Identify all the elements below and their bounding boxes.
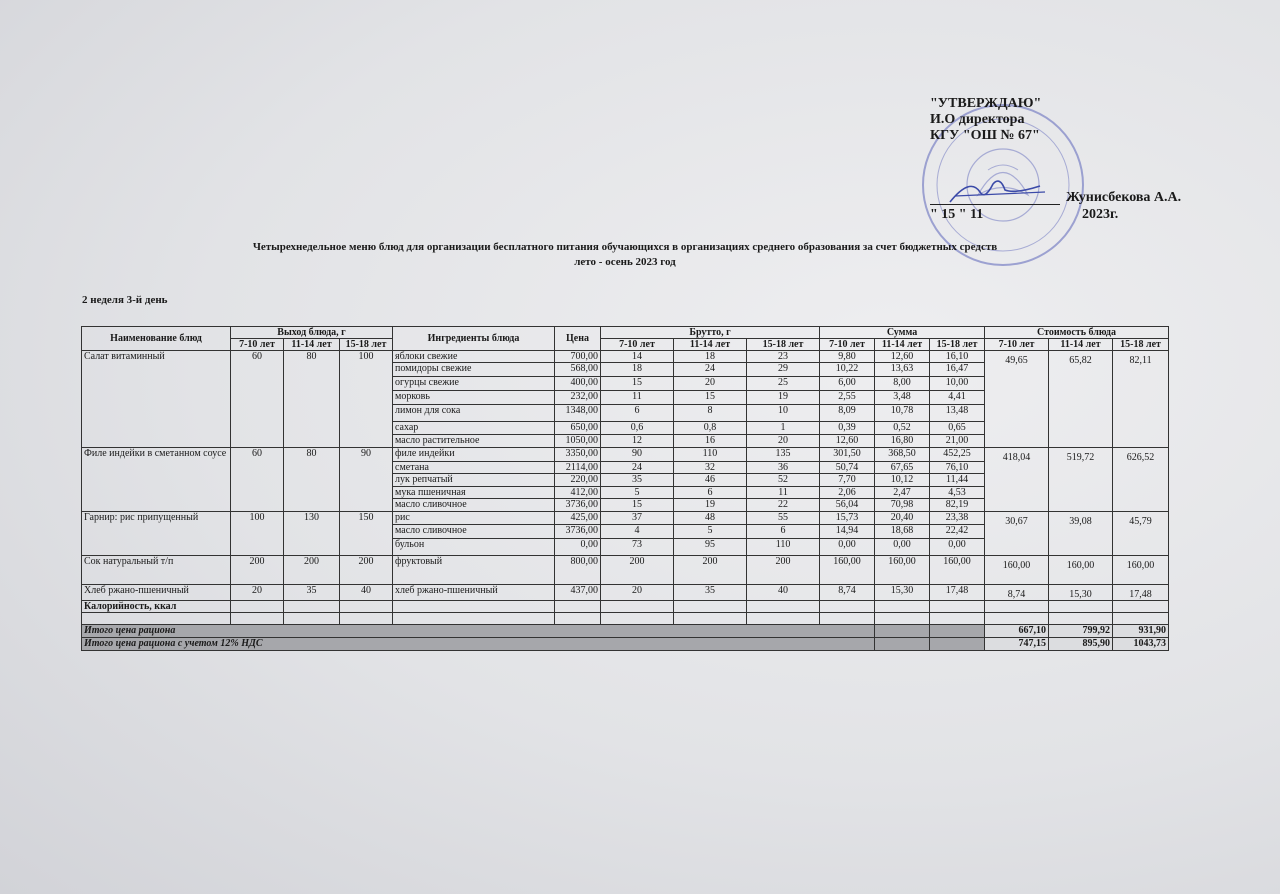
ingredient-brutto: 25 <box>747 377 820 391</box>
ingredient-brutto: 22 <box>747 499 820 512</box>
ingredient-name: масло растительное <box>393 435 555 448</box>
ingredient-brutto: 24 <box>674 363 747 377</box>
dish-output: 200 <box>284 556 340 585</box>
empty-cell <box>82 613 231 625</box>
ingredient-sum: 301,50 <box>820 448 875 462</box>
header-age: 11-14 лет <box>875 339 930 351</box>
ingredient-name: морковь <box>393 391 555 405</box>
ingredient-price: 650,00 <box>555 422 601 435</box>
director-name: Жунисбекова А.А. <box>1066 190 1182 205</box>
empty-cell <box>1049 601 1113 613</box>
ingredient-brutto: 20 <box>601 585 674 601</box>
ingredient-name: лук репчатый <box>393 474 555 487</box>
ingredient-brutto: 5 <box>674 525 747 539</box>
ingredient-sum: 8,74 <box>820 585 875 601</box>
ingredient-price: 232,00 <box>555 391 601 405</box>
ingredient-price: 568,00 <box>555 363 601 377</box>
empty-cell <box>393 601 555 613</box>
dish-output: 35 <box>284 585 340 601</box>
ingredient-brutto: 73 <box>601 539 674 556</box>
title-line-2: лето - осень 2023 год <box>574 256 676 268</box>
ingredient-sum: 70,98 <box>875 499 930 512</box>
ingredient-sum: 22,42 <box>930 525 985 539</box>
empty-cell <box>985 613 1049 625</box>
header-age: 7-10 лет <box>231 339 284 351</box>
ingredient-brutto: 19 <box>674 499 747 512</box>
total-value: 667,10 <box>985 625 1049 638</box>
ingredient-brutto: 200 <box>747 556 820 585</box>
dish-output: 90 <box>340 448 393 512</box>
ingredient-sum: 7,70 <box>820 474 875 487</box>
empty-cell <box>601 613 674 625</box>
ingredient-name: масло сливочное <box>393 525 555 539</box>
empty-cell <box>284 613 340 625</box>
ingredient-sum: 20,40 <box>875 512 930 525</box>
ingredient-sum: 67,65 <box>875 462 930 474</box>
ingredient-brutto: 46 <box>674 474 747 487</box>
header-age: 15-18 лет <box>1113 339 1169 351</box>
total-value: 799,92 <box>1049 625 1113 638</box>
empty-cell <box>930 601 985 613</box>
ingredient-name: лимон для сока <box>393 405 555 422</box>
ingredient-sum: 12,60 <box>875 351 930 363</box>
empty-cell <box>1049 613 1113 625</box>
ingredient-brutto: 110 <box>674 448 747 462</box>
ingredient-name: яблоки свежие <box>393 351 555 363</box>
header-age: 15-18 лет <box>340 339 393 351</box>
ingredient-price: 220,00 <box>555 474 601 487</box>
empty-cell <box>674 613 747 625</box>
ingredient-brutto: 35 <box>674 585 747 601</box>
ingredient-price: 3350,00 <box>555 448 601 462</box>
ingredient-name: помидоры свежие <box>393 363 555 377</box>
ingredient-sum: 16,80 <box>875 435 930 448</box>
empty-cell <box>985 601 1049 613</box>
ingredient-brutto: 18 <box>601 363 674 377</box>
ingredient-brutto: 48 <box>674 512 747 525</box>
ingredient-brutto: 14 <box>601 351 674 363</box>
dish-output: 80 <box>284 448 340 512</box>
ingredient-name: мука пшеничная <box>393 487 555 499</box>
ingredient-sum: 13,48 <box>930 405 985 422</box>
menu-table-body <box>82 351 1169 651</box>
empty-cell <box>1113 601 1169 613</box>
approval-position: И.О директора <box>930 112 1025 127</box>
header-output: Выход блюда, г <box>231 327 393 339</box>
ingredient-price: 800,00 <box>555 556 601 585</box>
ingredient-brutto: 16 <box>674 435 747 448</box>
empty-cell <box>555 601 601 613</box>
ingredient-brutto: 37 <box>601 512 674 525</box>
ingredient-sum: 15,73 <box>820 512 875 525</box>
empty-cell <box>555 613 601 625</box>
ingredient-brutto: 10 <box>747 405 820 422</box>
empty-cell <box>674 601 747 613</box>
empty-cell <box>875 638 930 651</box>
ingredient-sum: 13,63 <box>875 363 930 377</box>
header-sum: Сумма <box>820 327 985 339</box>
ingredient-price: 437,00 <box>555 585 601 601</box>
ingredient-sum: 76,10 <box>930 462 985 474</box>
dish-output: 100 <box>340 351 393 448</box>
title-line-1: Четырехнедельное меню блюд для организации бесплатного питания обучающихся в организациях среднего образования за счет бюджетных средств <box>252 241 998 253</box>
total-row <box>82 638 1169 651</box>
ingredient-name: масло сливочное <box>393 499 555 512</box>
ingredient-sum: 18,68 <box>875 525 930 539</box>
ingredient-sum: 8,00 <box>875 377 930 391</box>
ingredient-sum: 15,30 <box>875 585 930 601</box>
header-dish: Наименование блюд <box>82 327 231 351</box>
ingredient-sum: 160,00 <box>930 556 985 585</box>
header-age: 7-10 лет <box>820 339 875 351</box>
table-row <box>82 512 1169 525</box>
ingredient-brutto: 4 <box>601 525 674 539</box>
dish-name: Хлеб ржано-пшеничный <box>82 585 231 601</box>
approval-heading: "УТВЕРЖДАЮ" <box>930 96 1042 111</box>
empty-cell <box>930 625 985 638</box>
approval-organization: КГУ "ОШ № 67" <box>930 128 1040 143</box>
ingredient-brutto: 6 <box>601 405 674 422</box>
ingredient-brutto: 15 <box>601 377 674 391</box>
ingredient-name: фруктовый <box>393 556 555 585</box>
dish-cost: 49,65 <box>985 351 1049 448</box>
ingredient-brutto: 95 <box>674 539 747 556</box>
header-age: 11-14 лет <box>674 339 747 351</box>
header-brutto: Брутто, г <box>601 327 820 339</box>
dish-cost: 30,67 <box>985 512 1049 556</box>
ingredient-sum: 0,00 <box>820 539 875 556</box>
dish-cost: 17,48 <box>1113 585 1169 601</box>
ingredient-sum: 10,78 <box>875 405 930 422</box>
dish-cost: 519,72 <box>1049 448 1113 512</box>
header-cost: Стоимость блюда <box>985 327 1169 339</box>
ingredient-brutto: 35 <box>601 474 674 487</box>
ingredient-brutto: 32 <box>674 462 747 474</box>
ingredient-price: 412,00 <box>555 487 601 499</box>
dish-output: 60 <box>231 351 284 448</box>
ingredient-brutto: 15 <box>601 499 674 512</box>
dish-output: 80 <box>284 351 340 448</box>
dish-cost: 45,79 <box>1113 512 1169 556</box>
ingredient-brutto: 8 <box>674 405 747 422</box>
ingredient-sum: 56,04 <box>820 499 875 512</box>
ingredient-brutto: 0,6 <box>601 422 674 435</box>
ingredient-price: 1050,00 <box>555 435 601 448</box>
total-value: 895,90 <box>1049 638 1113 651</box>
empty-cell <box>393 613 555 625</box>
empty-cell <box>340 601 393 613</box>
dish-name: Сок натуральный т/п <box>82 556 231 585</box>
empty-cell <box>1113 613 1169 625</box>
dish-cost: 418,04 <box>985 448 1049 512</box>
ingredient-brutto: 29 <box>747 363 820 377</box>
dish-cost: 160,00 <box>985 556 1049 585</box>
empty-cell <box>747 613 820 625</box>
empty-cell <box>284 601 340 613</box>
dish-output: 40 <box>340 585 393 601</box>
menu-table <box>81 326 1169 651</box>
dish-cost: 160,00 <box>1049 556 1113 585</box>
empty-cell <box>875 625 930 638</box>
ingredient-sum: 6,00 <box>820 377 875 391</box>
ingredient-brutto: 12 <box>601 435 674 448</box>
ingredient-sum: 0,00 <box>930 539 985 556</box>
ingredient-brutto: 20 <box>674 377 747 391</box>
ingredient-sum: 10,00 <box>930 377 985 391</box>
ingredient-sum: 160,00 <box>820 556 875 585</box>
ingredient-brutto: 6 <box>747 525 820 539</box>
ingredient-brutto: 135 <box>747 448 820 462</box>
ingredient-brutto: 5 <box>601 487 674 499</box>
header-age: 7-10 лет <box>985 339 1049 351</box>
ingredient-sum: 160,00 <box>875 556 930 585</box>
empty-cell <box>930 638 985 651</box>
ingredient-brutto: 1 <box>747 422 820 435</box>
ingredient-sum: 0,00 <box>875 539 930 556</box>
ingredient-brutto: 24 <box>601 462 674 474</box>
ingredient-sum: 0,65 <box>930 422 985 435</box>
ingredient-name: сметана <box>393 462 555 474</box>
approval-block <box>930 96 1190 144</box>
ingredient-sum: 8,09 <box>820 405 875 422</box>
empty-cell <box>231 613 284 625</box>
dish-cost: 8,74 <box>985 585 1049 601</box>
ingredient-brutto: 90 <box>601 448 674 462</box>
dish-cost: 65,82 <box>1049 351 1113 448</box>
ingredient-sum: 12,60 <box>820 435 875 448</box>
header-age: 15-18 лет <box>747 339 820 351</box>
header-age: 11-14 лет <box>1049 339 1113 351</box>
empty-cell <box>820 601 875 613</box>
ingredient-brutto: 18 <box>674 351 747 363</box>
handwritten-signature <box>945 172 1055 208</box>
ingredient-price: 3736,00 <box>555 525 601 539</box>
header-ingredients: Ингредиенты блюда <box>393 327 555 351</box>
ingredient-sum: 9,80 <box>820 351 875 363</box>
dish-output: 20 <box>231 585 284 601</box>
empty-cell <box>820 613 875 625</box>
ingredient-brutto: 200 <box>601 556 674 585</box>
table-row <box>82 351 1169 363</box>
calories-row <box>82 601 1169 613</box>
ingredient-sum: 3,48 <box>875 391 930 405</box>
total-row <box>82 625 1169 638</box>
ingredient-sum: 0,52 <box>875 422 930 435</box>
ingredient-sum: 11,44 <box>930 474 985 487</box>
ingredient-sum: 16,10 <box>930 351 985 363</box>
empty-cell <box>747 601 820 613</box>
dish-cost: 160,00 <box>1113 556 1169 585</box>
ingredient-sum: 50,74 <box>820 462 875 474</box>
week-day-label: 2 неделя 3-й день <box>82 294 168 306</box>
ingredient-brutto: 23 <box>747 351 820 363</box>
ingredient-name: сахар <box>393 422 555 435</box>
ingredient-sum: 2,06 <box>820 487 875 499</box>
approval-date: " 15 " 11 <box>930 207 984 222</box>
ingredient-brutto: 20 <box>747 435 820 448</box>
ingredient-sum: 10,12 <box>875 474 930 487</box>
ingredient-brutto: 6 <box>674 487 747 499</box>
ingredient-price: 2114,00 <box>555 462 601 474</box>
ingredient-price: 425,00 <box>555 512 601 525</box>
header-age: 11-14 лет <box>284 339 340 351</box>
ingredient-sum: 4,41 <box>930 391 985 405</box>
ingredient-brutto: 36 <box>747 462 820 474</box>
ingredient-sum: 82,19 <box>930 499 985 512</box>
header-age: 7-10 лет <box>601 339 674 351</box>
table-row <box>82 556 1169 585</box>
ingredient-name: хлеб ржано-пшеничный <box>393 585 555 601</box>
header-age: 15-18 лет <box>930 339 985 351</box>
approval-year: 2023г. <box>1082 207 1119 222</box>
document-title <box>80 240 1170 270</box>
total-label: Итого цена рациона с учетом 12% НДС <box>82 638 875 651</box>
ingredient-sum: 17,48 <box>930 585 985 601</box>
dish-cost: 626,52 <box>1113 448 1169 512</box>
empty-cell <box>875 613 930 625</box>
dish-cost: 39,08 <box>1049 512 1113 556</box>
empty-cell <box>875 601 930 613</box>
dish-output: 150 <box>340 512 393 556</box>
ingredient-sum: 14,94 <box>820 525 875 539</box>
ingredient-brutto: 11 <box>601 391 674 405</box>
ingredient-price: 400,00 <box>555 377 601 391</box>
ingredient-brutto: 52 <box>747 474 820 487</box>
total-value: 1043,73 <box>1113 638 1169 651</box>
dish-output: 200 <box>231 556 284 585</box>
dish-name: Салат витаминный <box>82 351 231 448</box>
ingredient-price: 0,00 <box>555 539 601 556</box>
ingredient-brutto: 110 <box>747 539 820 556</box>
dish-output: 130 <box>284 512 340 556</box>
ingredient-sum: 452,25 <box>930 448 985 462</box>
ingredient-brutto: 40 <box>747 585 820 601</box>
dish-name: Гарнир: рис припущенный <box>82 512 231 556</box>
dish-output: 100 <box>231 512 284 556</box>
ingredient-sum: 23,38 <box>930 512 985 525</box>
table-row <box>82 448 1169 462</box>
dish-cost: 82,11 <box>1113 351 1169 448</box>
ingredient-sum: 4,53 <box>930 487 985 499</box>
ingredient-sum: 2,55 <box>820 391 875 405</box>
dish-name: Филе индейки в сметанном соусе <box>82 448 231 512</box>
dish-cost: 15,30 <box>1049 585 1113 601</box>
spacer-row <box>82 613 1169 625</box>
ingredient-sum: 0,39 <box>820 422 875 435</box>
ingredient-sum: 21,00 <box>930 435 985 448</box>
dish-output: 60 <box>231 448 284 512</box>
empty-cell <box>601 601 674 613</box>
ingredient-brutto: 55 <box>747 512 820 525</box>
ingredient-name: огурцы свежие <box>393 377 555 391</box>
empty-cell <box>340 613 393 625</box>
ingredient-name: филе индейки <box>393 448 555 462</box>
empty-cell <box>231 601 284 613</box>
ingredient-sum: 2,47 <box>875 487 930 499</box>
empty-cell <box>930 613 985 625</box>
ingredient-sum: 10,22 <box>820 363 875 377</box>
ingredient-name: бульон <box>393 539 555 556</box>
ingredient-price: 700,00 <box>555 351 601 363</box>
ingredient-brutto: 15 <box>674 391 747 405</box>
ingredient-price: 1348,00 <box>555 405 601 422</box>
table-row <box>82 585 1169 601</box>
ingredient-brutto: 11 <box>747 487 820 499</box>
ingredient-sum: 368,50 <box>875 448 930 462</box>
total-value: 931,90 <box>1113 625 1169 638</box>
ingredient-brutto: 19 <box>747 391 820 405</box>
ingredient-sum: 16,47 <box>930 363 985 377</box>
ingredient-price: 3736,00 <box>555 499 601 512</box>
dish-output: 200 <box>340 556 393 585</box>
total-label: Итого цена рациона <box>82 625 875 638</box>
ingredient-brutto: 0,8 <box>674 422 747 435</box>
ingredient-name: рис <box>393 512 555 525</box>
total-value: 747,15 <box>985 638 1049 651</box>
header-price: Цена <box>555 327 601 351</box>
calories-label: Калорийность, ккал <box>82 601 231 613</box>
ingredient-brutto: 200 <box>674 556 747 585</box>
